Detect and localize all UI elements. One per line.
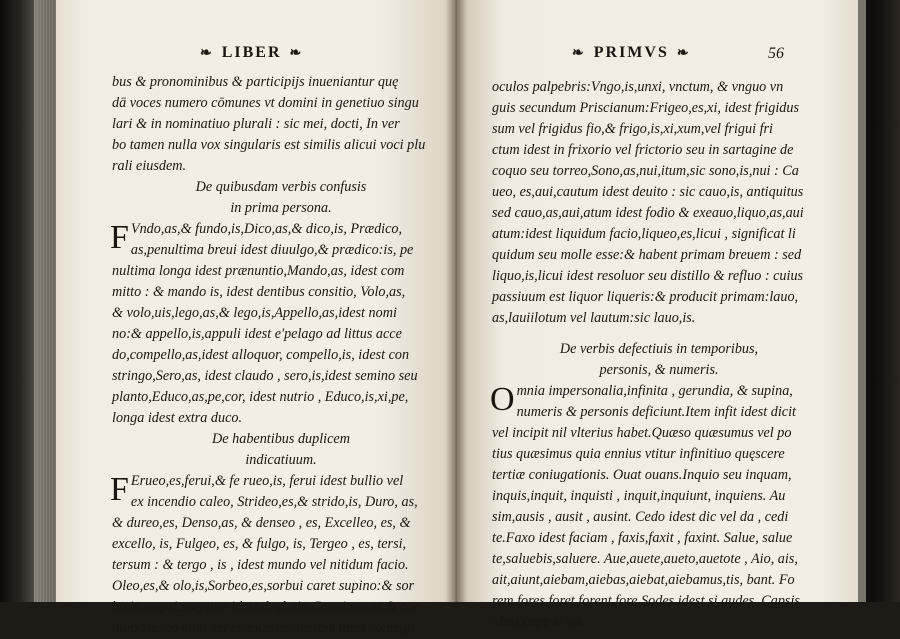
text-line: rali eiusdem. (112, 158, 187, 174)
text-line: tertiæ coniugationis. Ouat ouans.Inquio seu inquam, (492, 467, 792, 483)
text-line: te.Faxo idest faciam , faxis,faxit , faxint. Salue, salue (492, 530, 793, 546)
section-heading: indicatiuum. (245, 452, 317, 468)
text-line: bo,is,sorpsi,sorptum idest deglutio,Conniueo,es,& con (112, 599, 421, 615)
text-line: ait,aiunt,aiebam,aiebas,aiebat,aiebamus,tis, bant. Fo (492, 572, 795, 588)
right-page (456, 0, 858, 630)
section-heading: De quibusdam verbis confusis (195, 179, 367, 195)
section-heading: De verbis defectiuis in temporibus, (559, 341, 759, 357)
text-line: Vndo,as,& fundo,is,Dico,as,& dico,is, Prædico, (130, 221, 403, 237)
text-line: as,lauiilotum vel lautum:sic lauo,is. (492, 310, 696, 326)
text-line: tius quæsimus quia ennius vtitur infinitiuo quęscere (492, 446, 785, 462)
text-line: atum:idest liquidum facio,liqueo,es,licui , significat li (492, 226, 796, 242)
text-line: & volo,uis,lego,as,& lego,is,Appello,as,idest nomi (112, 305, 397, 321)
text-line: rem,fores,foret,forent,fore.Sodes idest si audes. Capsis (492, 593, 800, 609)
section-heading: in prima persona. (230, 200, 332, 216)
text-line: sed cauo,as,aui,atum idest fodio & exeauo,liquo,as,aui (492, 205, 804, 221)
fleuron-icon: ❧ (289, 46, 304, 61)
left-page (56, 0, 456, 636)
text-line: numeris & personis deficiunt.Item infit idest dicit (516, 404, 796, 420)
section-heading: De habentibus duplicem (212, 431, 350, 447)
text-line: ex incendio caleo, Strideo,es,& strido,is, Duro, as, (130, 494, 418, 510)
text-line: Oleo,es,& olo,is,Sorbeo,es,sorbui caret supino:& sor (112, 578, 415, 594)
running-head-text: LIBER (221, 44, 282, 61)
text-line: inquis,inquit, inquisti , inquit,inquiunt, inquiens. Au (492, 488, 786, 504)
running-head-text: PRIMVS (593, 44, 669, 61)
text-line: sum vel frigidus fio,& frigo,is,xi,xum,vel frigui fri (492, 121, 773, 137)
fleuron-icon: ❧ (200, 46, 214, 61)
text-line: do,compello,as,idest alloquor, compello,is, idest con (112, 347, 410, 363)
text-line: liquo,is,licui idest resoluor seu distillo & refluo : cuius (492, 268, 804, 284)
text-line: mitto : & mando is, idest dentibus consitio, Volo,as, (112, 284, 406, 300)
paragraph (112, 471, 450, 639)
text-line: te,saluebis,saluere. Aue,auete,aueto,auetote , Aio, ais, (492, 551, 798, 567)
running-head-right (564, 44, 699, 62)
text-line: bus & pronominibus & participijs inueniantur quę (112, 74, 399, 90)
text-line: planto,Educo,as,pe,cor, idest nutrio , Educo,is,xi,pe, (112, 389, 409, 405)
text-line: guis secundum Priscianum:Frigeo,es,xi, idest frigidus (492, 100, 799, 116)
text-line: ctum idest in frixorio vel frictorio seu in sartagine de (492, 142, 794, 158)
page-number: 56 (768, 45, 784, 62)
text-line: passiuum est liquor liqueris:& producit primam:lauo, (492, 289, 799, 305)
text-line: no:& appello,is,appuli idest e'pelago ad littus acce (112, 326, 402, 342)
drop-cap: F (110, 471, 129, 508)
left-page-text (112, 72, 450, 639)
drop-cap: O (490, 381, 515, 418)
paragraph (112, 219, 450, 429)
text-line: sim,ausis , ausit , ausint. Cedo idest dic vel da , cedi (492, 509, 789, 525)
book-gutter (446, 0, 466, 602)
text-line: excello, is, Fulgeo, es, & fulgo, is, Tergeo , es, tersi, (112, 536, 407, 552)
text-line: quidum seu molle esse:& habent primam breuem : sed (492, 247, 802, 263)
text-line: tersum : & tergo , is , idest mundo vel nitidum facio. (112, 557, 409, 573)
text-line: vel incipit nil vlterius habet.Quæso quæsumus vel po (492, 425, 792, 441)
text-line: Erueo,es,ferui,& fe rueo,is, ferui idest bullio vel (130, 473, 404, 489)
text-line: nultima longa idest prænuntio,Mando,as, idest com (112, 263, 405, 279)
text-line: stringo,Sero,as, idest claudo , sero,is,idest semino seu (112, 368, 418, 384)
text-line: & dureo,es, Denso,as, & denseo , es, Excelleo, es, & (112, 515, 411, 531)
text-line: longa idest extra duco. (112, 410, 243, 426)
text-line: coquo seu torreo,Sono,as,nui,itum,sic sono,is,nui : Ca (492, 163, 799, 179)
text-line: ueo, es,aui,cautum idest deuito : sic cauo,is, antiquitus (492, 184, 804, 200)
running-head-left (192, 44, 311, 62)
text-line: mnia impersonalia,infinita , gerundia, & supina, (516, 383, 793, 399)
book-spine-edge (0, 0, 60, 602)
text-line: dā voces numero cōmunes vt domini in genetiuo singu (112, 95, 419, 111)
text-line: as,penultima breui idest diuulgo,& prædico:is, pe (130, 242, 414, 258)
text-line: niuo , is, conniui vel connixi connictum idest contego (112, 620, 414, 636)
fleuron-icon: ❧ (572, 46, 586, 61)
section-heading: personis, & numeris. (599, 362, 719, 378)
book-fore-edge (856, 0, 900, 602)
text-line: oculos palpebris:Vngo,is,unxi, vnctum, & vnguo vn (492, 79, 784, 95)
text-line: idest cape si vis. (492, 614, 585, 630)
right-page-text (492, 77, 826, 633)
fleuron-icon: ❧ (676, 46, 691, 61)
drop-cap: F (110, 219, 129, 256)
paragraph (492, 381, 826, 633)
text-line: bo tamen nulla vox singularis est similis alicui voci plu (112, 137, 426, 153)
text-line: lari & in nominatiuo plurali : sic mei, docti, In ver (112, 116, 400, 132)
